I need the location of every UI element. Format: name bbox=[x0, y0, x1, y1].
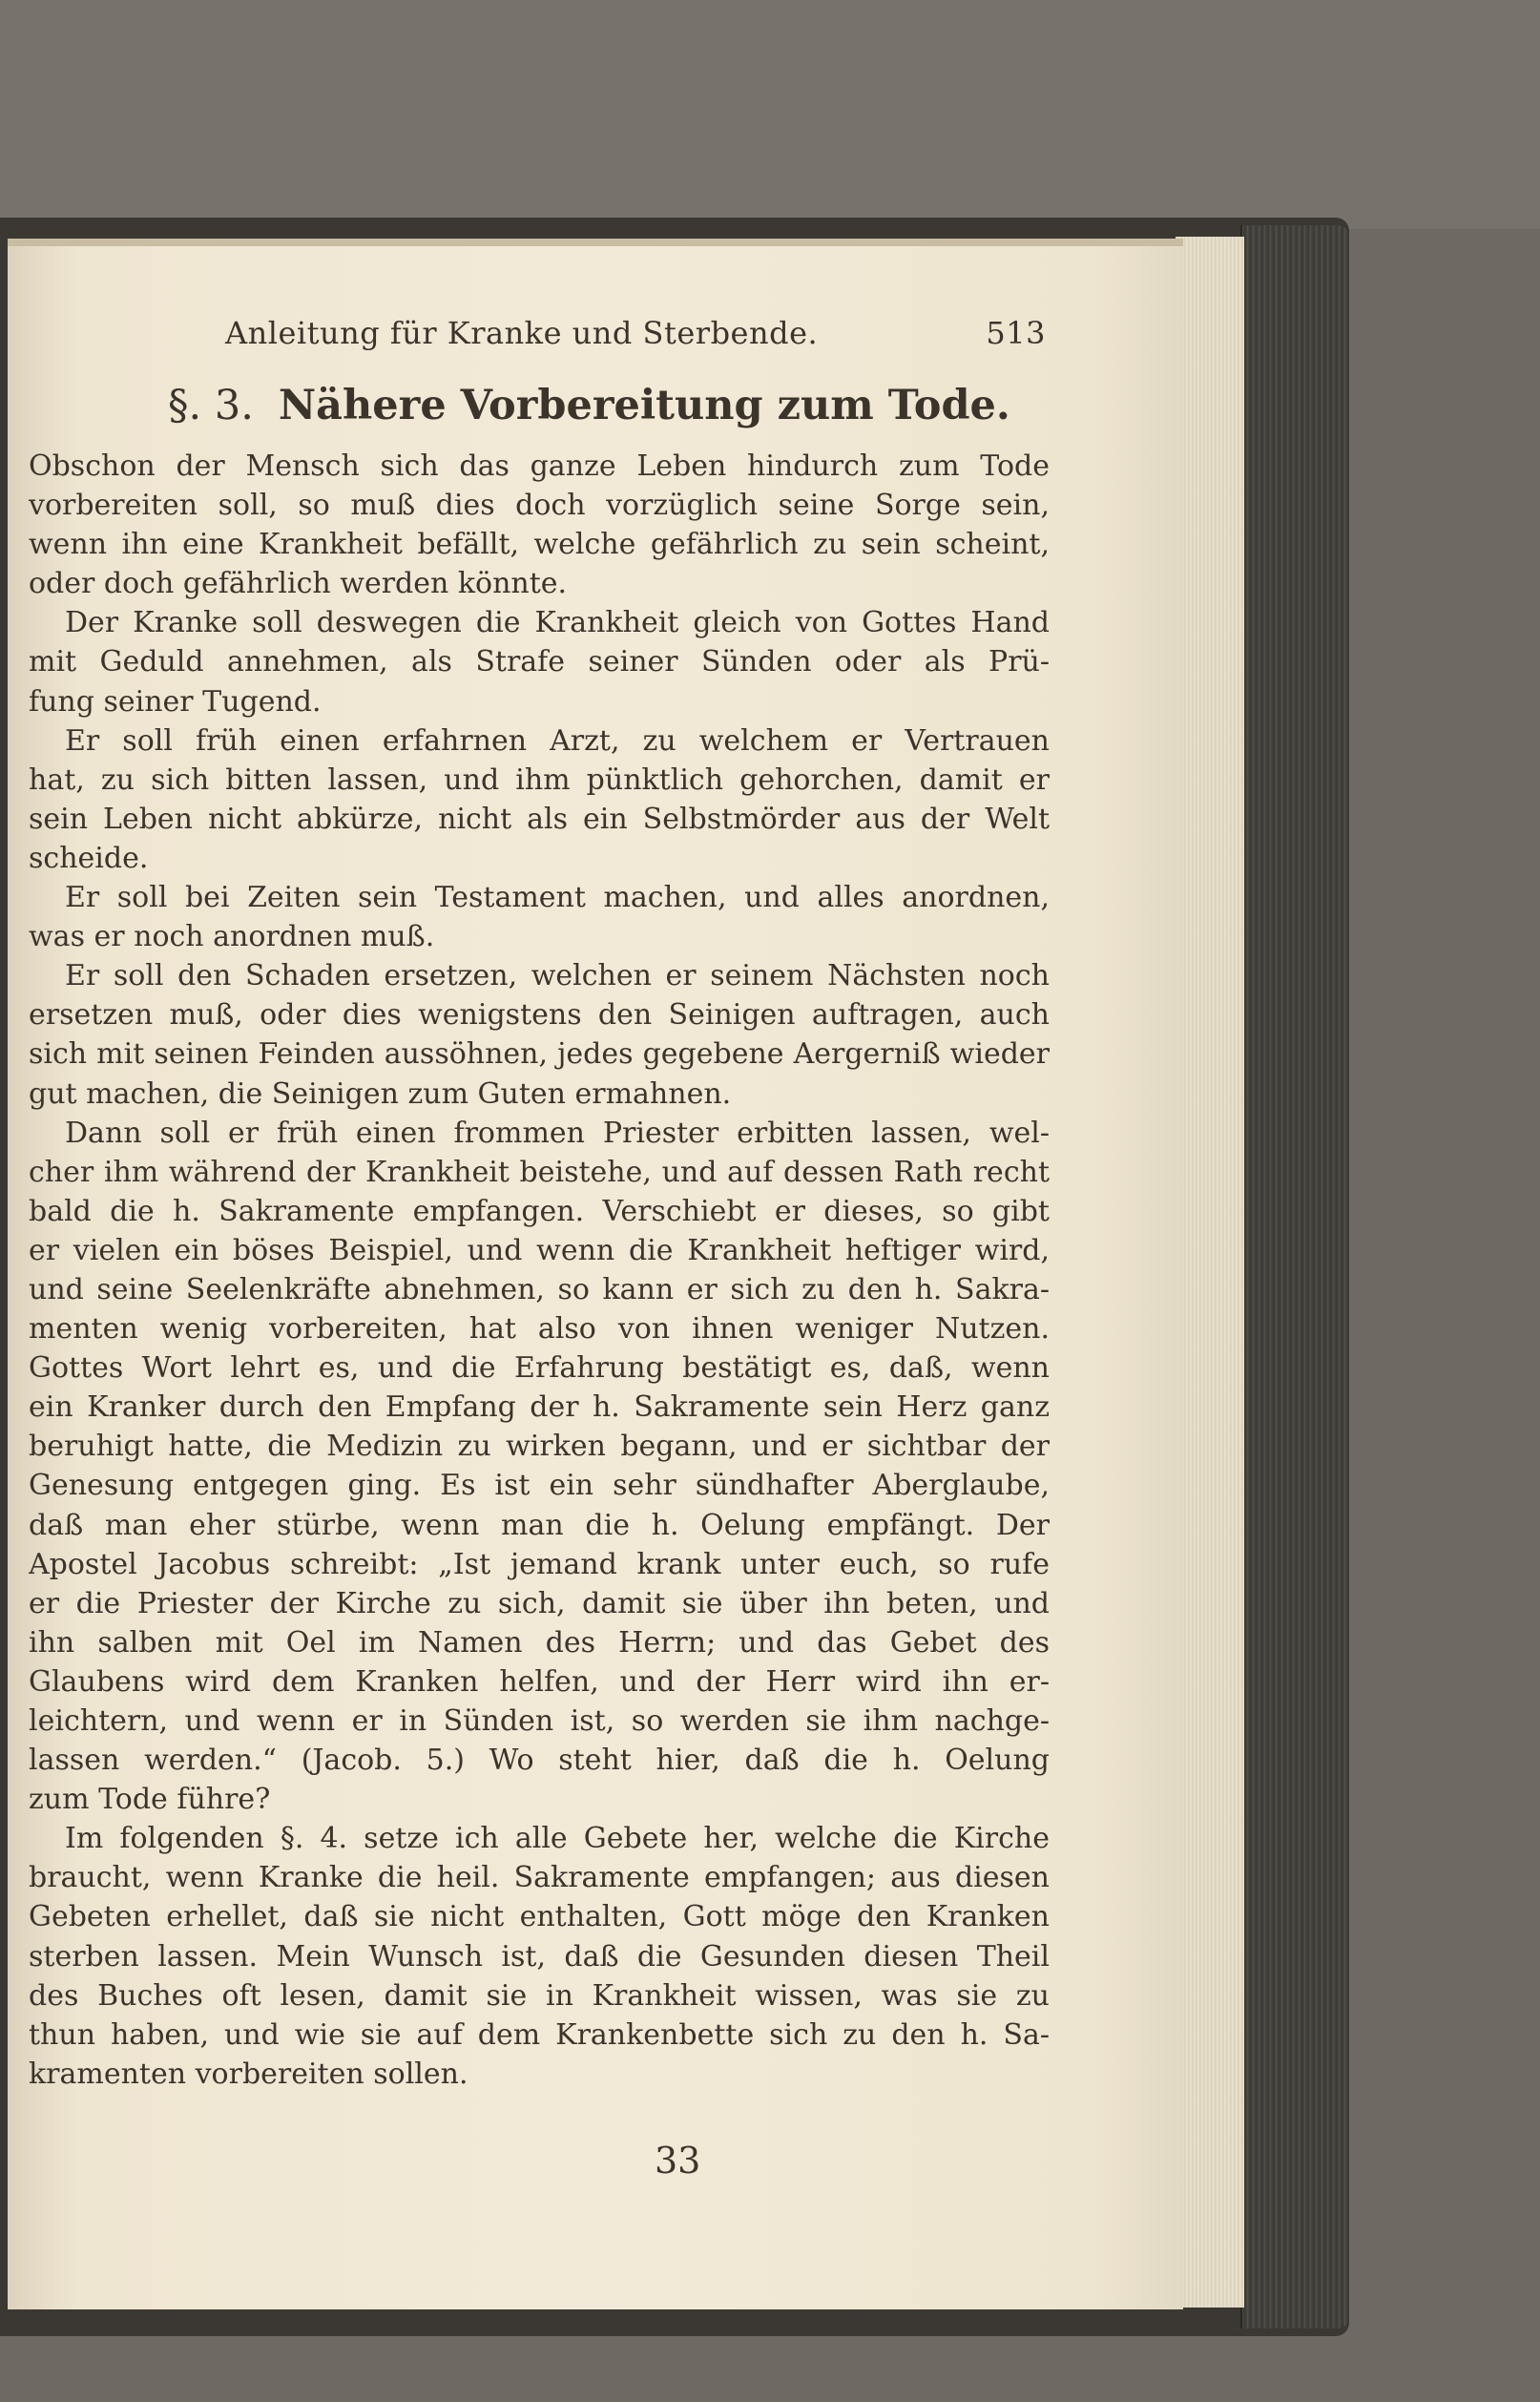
running-head-title: Anleitung für Kranke und Sterbende. bbox=[225, 315, 819, 351]
text-line: sich mit seinen Feinden aussöhnen, jedes gegebene Aergerniß wieder bbox=[29, 1037, 1050, 1072]
text-line: braucht, wenn Kranke die heil. Sakramente empfangen; aus diesen bbox=[29, 1861, 1050, 1895]
text-line: ihn salben mit Oel im Namen des Herrn; und das Gebet des bbox=[29, 1625, 1050, 1660]
text-line: Er soll früh einen erfahrnen Arzt, zu welchem er Vertrauen bbox=[65, 723, 1050, 758]
text-line: bald die h. Sakramente empfangen. Verschiebt er dieses, so gibt bbox=[29, 1194, 1050, 1228]
text-line: mit Geduld annehmen, als Strafe seiner Sünden oder als Prü- bbox=[29, 645, 1050, 679]
text-line: Gebeten erhellet, daß sie nicht enthalten, Gott möge den Kranken bbox=[29, 1900, 1050, 1934]
text-line: sterben lassen. Mein Wunsch ist, daß die Gesunden diesen Theil bbox=[29, 1939, 1050, 1974]
book-page bbox=[8, 239, 1183, 2309]
text-line: lassen werden.“ (Jacob. 5.) Wo steht hier, daß die h. Oelung bbox=[29, 1744, 1050, 1778]
scanner-background bbox=[0, 0, 1540, 229]
text-line: fung seiner Tugend. bbox=[29, 684, 322, 719]
section-title: Nähere Vorbereitung zum Tode. bbox=[278, 382, 1010, 429]
signature-mark: 33 bbox=[655, 2140, 701, 2182]
text-line: des Buches oft lesen, damit sie in Krankheit wissen, was sie zu bbox=[29, 1978, 1050, 2013]
text-line: er die Priester der Kirche zu sich, damit sie über ihn beten, und bbox=[29, 1586, 1050, 1620]
text-line: zum Tode führe? bbox=[29, 1783, 271, 1817]
text-line: Er soll bei Zeiten sein Testament machen, und alles anordnen, bbox=[65, 881, 1050, 915]
section-number: §. 3. bbox=[168, 382, 254, 429]
text-line: Im folgenden §. 4. setze ich alle Gebete her, welche die Kirche bbox=[65, 1822, 1050, 1856]
text-line: beruhigt hatte, die Medizin zu wirken begann, und er sichtbar der bbox=[29, 1430, 1050, 1464]
text-line: Er soll den Schaden ersetzen, welchen er seinem Nächsten noch bbox=[65, 959, 1050, 993]
running-head bbox=[225, 315, 1046, 363]
text-line: Obschon der Mensch sich das ganze Leben hindurch zum Tode bbox=[29, 449, 1050, 483]
text-line: Glaubens wird dem Kranken helfen, und der Herr wird ihn er- bbox=[29, 1664, 1050, 1699]
text-line: Gottes Wort lehrt es, und die Erfahrung bestätigt es, daß, wenn bbox=[29, 1351, 1050, 1386]
text-line: wenn ihn eine Krankheit befällt, welche gefährlich zu sein scheint, bbox=[29, 528, 1050, 562]
text-line: leichtern, und wenn er in Sünden ist, so werden sie ihm nachge- bbox=[29, 1704, 1050, 1738]
text-line: Apostel Jacobus schreibt: „Ist jemand krank unter euch, so rufe bbox=[29, 1547, 1050, 1581]
text-line: daß man eher stürbe, wenn man die h. Oelung empfängt. Der bbox=[29, 1508, 1050, 1542]
text-line: was er noch anordnen muß. bbox=[29, 920, 435, 954]
text-line: und seine Seelenkräfte abnehmen, so kann er sich zu den h. Sakra- bbox=[29, 1272, 1050, 1306]
text-line: Dann soll er früh einen frommen Priester erbitten lassen, wel- bbox=[65, 1116, 1050, 1150]
text-line: thun haben, und wie sie auf dem Krankenbette sich zu den h. Sa- bbox=[29, 2017, 1050, 2052]
page-edges bbox=[1176, 237, 1244, 2308]
text-line: kramenten vorbereiten sollen. bbox=[29, 2057, 468, 2091]
text-line: sein Leben nicht abkürze, nicht als ein Selbstmörder aus der Welt bbox=[29, 802, 1050, 836]
text-line: scheide. bbox=[29, 841, 149, 875]
text-line: cher ihm während der Krankheit beistehe, und auf dessen Rath recht bbox=[29, 1155, 1050, 1189]
text-line: er vielen ein böses Beispiel, und wenn die Krankheit heftiger wird, bbox=[29, 1233, 1050, 1267]
text-line: ersetzen muß, oder dies wenigstens den Seinigen auftragen, auch bbox=[29, 998, 1050, 1033]
text-line: menten wenig vorbereiten, hat also von ihnen weniger Nutzen. bbox=[29, 1312, 1050, 1347]
text-line: oder doch gefährlich werden könnte. bbox=[29, 567, 568, 601]
text-line: vorbereiten soll, so muß dies doch vorzüglich seine Sorge sein, bbox=[29, 489, 1050, 523]
text-line: Der Kranke soll deswegen die Krankheit gleich von Gottes Hand bbox=[65, 606, 1050, 640]
text-line: gut machen, die Seinigen zum Guten ermahnen. bbox=[29, 1076, 732, 1111]
section-heading bbox=[168, 382, 1046, 429]
body-text bbox=[29, 447, 1050, 2094]
book-spine bbox=[1240, 225, 1349, 2329]
text-line: ein Kranker durch den Empfang der h. Sakramente sein Herz ganz bbox=[29, 1390, 1050, 1425]
page-number: 513 bbox=[986, 315, 1046, 351]
text-line: Genesung entgegen ging. Es ist ein sehr sündhafter Aberglaube, bbox=[29, 1469, 1050, 1503]
text-line: hat, zu sich bitten lassen, und ihm pünktlich gehorchen, damit er bbox=[29, 762, 1050, 797]
